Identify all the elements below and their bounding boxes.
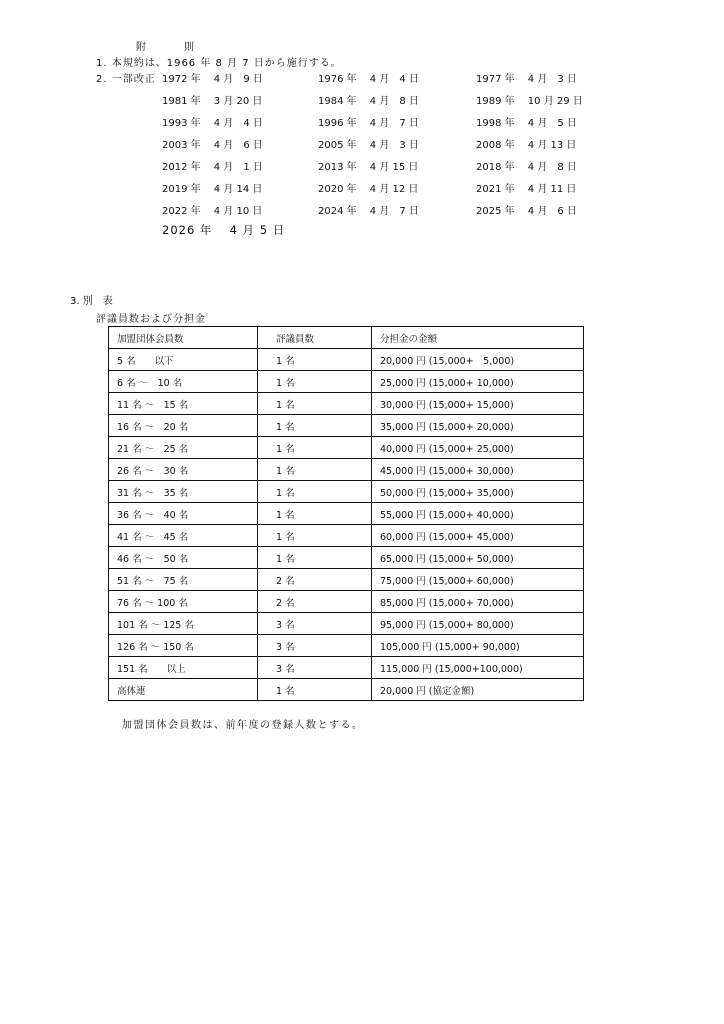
appendix-heading: 3. 別 表 (70, 296, 113, 307)
amendment-date: 2012 年 4 月 1 日 (162, 162, 263, 173)
amendment-date: 1972 年 4 月 9 日 (162, 74, 263, 85)
councilor-count-cell: 1 名 (258, 547, 372, 569)
table-row (109, 481, 584, 503)
councilor-count-cell: 1 名 (258, 437, 372, 459)
councilor-count-cell: 1 名 (258, 503, 372, 525)
amendment-date: 2020 年 4 月 12 日 (318, 184, 419, 195)
table-row (109, 569, 584, 591)
amendment-date: 2018 年 4 月 8 日 (476, 162, 577, 173)
councilor-count-cell: 1 名 (258, 459, 372, 481)
councilor-count-cell: 3 名 (258, 635, 372, 657)
member-count-cell: 51 名 ～ 75 名 (109, 569, 258, 591)
amendment-date: 1981 年 3 月 20 日 (162, 96, 263, 107)
amendment-date: 2022 年 4 月 10 日 (162, 206, 263, 217)
amendment-date: 1976 年 4 月 4 日 (318, 74, 419, 85)
table-row (109, 591, 584, 613)
councilor-count-cell: 3 名 (258, 657, 372, 679)
column-header: 分担金の金額 (372, 327, 584, 349)
fee-amount-cell: 85,000 円 (15,000+ 70,000) (372, 591, 584, 613)
member-count-cell: 46 名 ～ 50 名 (109, 547, 258, 569)
amendment-date: 2025 年 4 月 6 日 (476, 206, 577, 217)
councilor-count-cell: 2 名 (258, 591, 372, 613)
fee-amount-cell: 75,000 円 (15,000+ 60,000) (372, 569, 584, 591)
amendment-date: 1989 年 10 月 29 日 (476, 96, 583, 107)
amendment-date: 1998 年 4 月 5 日 (476, 118, 577, 129)
table-row (109, 459, 584, 481)
fee-amount-cell: 30,000 円 (15,000+ 15,000) (372, 393, 584, 415)
councilor-count-cell: 1 名 (258, 525, 372, 547)
fee-amount-cell: 50,000 円 (15,000+ 35,000) (372, 481, 584, 503)
table-row (109, 503, 584, 525)
amendment-date-latest: 2026 年 4 月 5 日 (162, 223, 286, 237)
fee-amount-cell: 55,000 円 (15,000+ 40,000) (372, 503, 584, 525)
member-count-cell: 151 名 以上 (109, 657, 258, 679)
table-row (109, 393, 584, 415)
amendment-date: 2021 年 4 月 11 日 (476, 184, 577, 195)
table-row (109, 635, 584, 657)
fee-amount-cell: 115,000 円 (15,000+100,000) (372, 657, 584, 679)
fee-amount-cell: 20,000 円 (15,000+ 5,000) (372, 349, 584, 371)
amendment-date: 1996 年 4 月 7 日 (318, 118, 419, 129)
table-row (109, 415, 584, 437)
table-row (109, 437, 584, 459)
amendment-date: 2024 年 4 月 7 日 (318, 206, 419, 217)
member-count-cell: 16 名 ～ 20 名 (109, 415, 258, 437)
member-count-cell: 76 名 ～ 100 名 (109, 591, 258, 613)
member-count-cell: 高体連 (109, 679, 258, 701)
member-count-cell: 21 名 ～ 25 名 (109, 437, 258, 459)
table-header-row (109, 327, 584, 349)
amendment-date: 1993 年 4 月 4 日 (162, 118, 263, 129)
member-count-cell: 101 名 ～ 125 名 (109, 613, 258, 635)
councilor-count-cell: 3 名 (258, 613, 372, 635)
councilor-count-cell: 1 名 (258, 679, 372, 701)
amendment-date: 2019 年 4 月 14 日 (162, 184, 263, 195)
member-count-cell: 5 名 以下 (109, 349, 258, 371)
fee-amount-cell: 95,000 円 (15,000+ 80,000) (372, 613, 584, 635)
councilor-count-cell: 1 名 (258, 371, 372, 393)
amendment-date: 2005 年 4 月 3 日 (318, 140, 419, 151)
table-row (109, 547, 584, 569)
column-header: 加盟団体会員数 (109, 327, 258, 349)
fee-amount-cell: 20,000 円 (協定金額) (372, 679, 584, 701)
member-count-cell: 11 名 ～ 15 名 (109, 393, 258, 415)
table-row (109, 657, 584, 679)
table-caption: 評議員数および分担金 (96, 314, 206, 325)
member-count-cell: 26 名 ～ 30 名 (109, 459, 258, 481)
table-row (109, 371, 584, 393)
fee-amount-cell: 45,000 円 (15,000+ 30,000) (372, 459, 584, 481)
amendment-date: 2008 年 4 月 13 日 (476, 140, 577, 151)
fee-amount-cell: 60,000 円 (15,000+ 45,000) (372, 525, 584, 547)
councilor-count-cell: 1 名 (258, 349, 372, 371)
fee-amount-cell: 40,000 円 (15,000+ 25,000) (372, 437, 584, 459)
supplementary-heading: 附 則 (136, 42, 208, 53)
councilor-count-cell: 1 名 (258, 415, 372, 437)
amendment-date: 2013 年 4 月 15 日 (318, 162, 419, 173)
table-row (109, 613, 584, 635)
member-count-cell: 41 名 ～ 45 名 (109, 525, 258, 547)
amendment-label: 2. 一部改正 (96, 74, 156, 85)
member-count-cell: 31 名 ～ 35 名 (109, 481, 258, 503)
enforcement-date: 1. 本規約は、1966 年 8 月 7 日から施行する。 (96, 58, 342, 69)
councilor-count-cell: 2 名 (258, 569, 372, 591)
fee-amount-cell: 25,000 円 (15,000+ 10,000) (372, 371, 584, 393)
fee-table (108, 326, 584, 701)
amendment-date: 1984 年 4 月 8 日 (318, 96, 419, 107)
column-header: 評議員数 (258, 327, 372, 349)
fee-amount-cell: 105,000 円 (15,000+ 90,000) (372, 635, 584, 657)
table-row (109, 349, 584, 371)
councilor-count-cell: 1 名 (258, 481, 372, 503)
table-row (109, 679, 584, 701)
table-row (109, 525, 584, 547)
fee-amount-cell: 35,000 円 (15,000+ 20,000) (372, 415, 584, 437)
amendment-date: 1977 年 4 月 3 日 (476, 74, 577, 85)
fee-amount-cell: 65,000 円 (15,000+ 50,000) (372, 547, 584, 569)
table-note: 加盟団体会員数は、前年度の登録人数とする。 (122, 720, 364, 731)
member-count-cell: 126 名 ～ 150 名 (109, 635, 258, 657)
member-count-cell: 36 名 ～ 40 名 (109, 503, 258, 525)
councilor-count-cell: 1 名 (258, 393, 372, 415)
amendment-date: 2003 年 4 月 6 日 (162, 140, 263, 151)
member-count-cell: 6 名 ～ 10 名 (109, 371, 258, 393)
